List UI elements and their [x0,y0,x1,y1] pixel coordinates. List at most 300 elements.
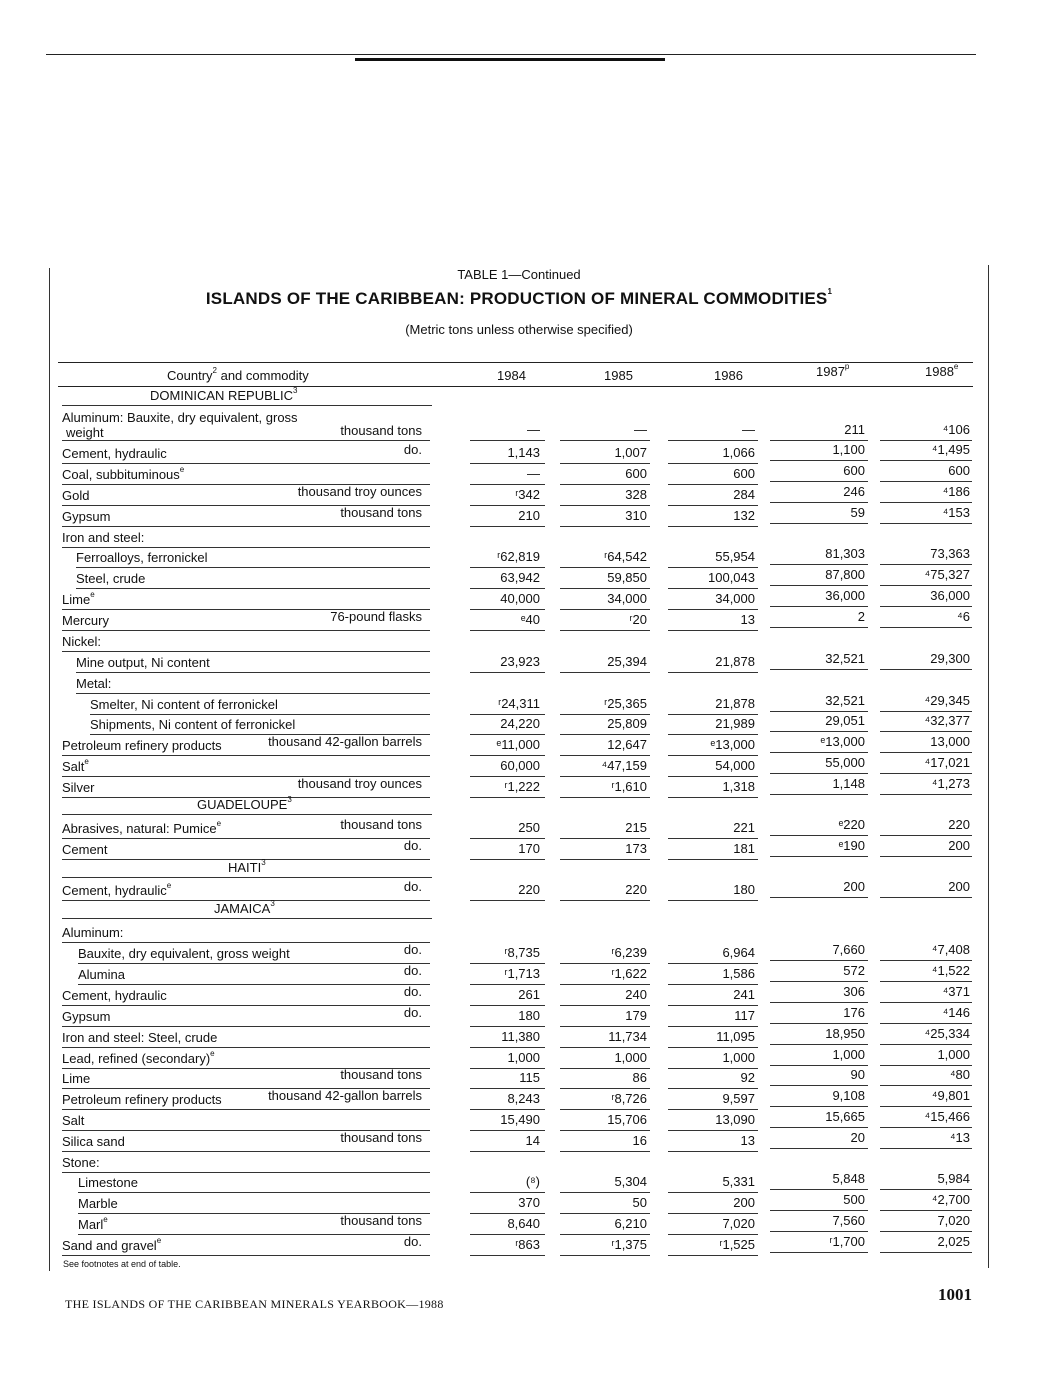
header-rule-top [58,362,973,363]
commodity-text: Cement, hydraulic [62,883,167,898]
commodity-text-continued: weight [66,425,104,440]
value-cell: ʳ1,713 [504,966,540,981]
unit-label: do. [403,879,422,894]
column-header-country-text: Country [167,368,213,383]
value-cell: 55,000 [825,755,865,770]
unit-label: do. [403,442,422,457]
value-cell: 40,000 [500,591,540,606]
column-header-country [167,368,309,383]
value-cell: 13 [740,612,755,627]
value-cell: 21,878 [715,654,755,669]
value-cell: ᵉ11,000 [496,737,540,752]
row-rule [62,756,430,777]
country-rule [62,405,432,406]
commodity-label [62,1030,217,1045]
unit-label: thousand tons [340,423,422,438]
value-cell: ʳ1,525 [719,1237,755,1252]
commodity-text: Marble [78,1196,118,1211]
commodity-text: Petroleum refinery products [62,1092,222,1107]
value-cell: 261 [518,987,540,1002]
row-rule [78,1193,430,1214]
commodity-text: Coal, subbituminous [62,467,180,482]
commodity-label [78,967,125,982]
unit-label: thousand tons [340,817,422,832]
commodity-label [62,592,95,607]
commodity-label [62,759,89,774]
commodity-label [90,717,295,732]
value-cell: 87,800 [825,567,865,582]
value-cell: ⁴2,700 [931,1192,970,1207]
value-cell: ʳ25,365 [604,696,647,711]
commodity-text: Lime [62,1071,91,1086]
value-cell: 170 [518,841,540,856]
commodity-text: Shipments, Ni content of ferronickel [90,717,296,732]
value-cell: ⁴75,327 [924,567,970,582]
commodity-text: Steel, crude [76,571,146,586]
header-rule-bottom [58,386,973,387]
value-cell: 1,586 [722,966,755,981]
table-title-text: ISLANDS OF THE CARIBBEAN: PRODUCTION OF MINERAL COMMODITIES [205,289,828,308]
value-cell: 21,989 [715,716,755,731]
commodity-footnote: e [166,881,172,890]
value-cell: 5,331 [722,1174,755,1189]
value-cell: — [527,466,540,481]
value-cell: 59 [850,505,865,520]
value-cell: ʳ1,700 [829,1234,865,1249]
value-cell: 8,243 [507,1091,540,1106]
value-cell: 220 [518,882,540,897]
value-cell: 9,108 [832,1088,865,1103]
value-cell: 100,043 [708,570,755,585]
value-cell: 6,964 [722,945,755,960]
commodity-label [62,1009,110,1024]
table-row [0,610,1038,631]
value-cell: ʳ1,622 [611,966,647,981]
commodity-label [62,842,108,857]
commodity-text: Gypsum [62,1009,111,1024]
value-cell: 13,090 [715,1112,755,1127]
value-cell: ⁴15,466 [924,1109,970,1124]
value-cell: 1,318 [722,779,755,794]
unit-label: thousand tons [340,1130,422,1145]
commodity-text: Limestone [78,1175,138,1190]
row-rule [76,673,430,694]
value-cell: 11,380 [501,1029,540,1044]
value-cell: 1,100 [832,442,865,457]
country-name: JAMAICA [214,901,271,916]
commodity-text: Cement [62,842,108,857]
page-number: 1001 [938,1285,972,1304]
unit-label: do. [403,1005,422,1020]
value-cell: 211 [844,422,865,437]
value-cell: ⁴80 [949,1067,970,1082]
commodity-footnote: e [216,819,222,828]
commodity-label [78,1196,118,1211]
country-name: HAITI [228,860,262,875]
value-cell: 181 [733,841,755,856]
value-cell: ʳ20 [629,612,647,627]
column-header-year-label: 1987 [816,364,845,379]
value-cell: 1,000 [832,1047,865,1062]
value-cell: 1,007 [614,445,647,460]
value-cell: 7,020 [722,1216,755,1231]
commodity-footnote: e [210,1049,215,1058]
value-cell: 240 [625,987,647,1002]
value-cell: 246 [843,484,865,499]
value-cell: 23,923 [500,654,540,669]
value-cell: 32,521 [825,651,865,666]
unit-label: thousand tons [340,1067,422,1082]
value-cell: 179 [625,1008,647,1023]
value-cell: ⁴9,801 [931,1088,970,1103]
value-cell: 220 [625,882,647,897]
commodity-label [62,988,167,1003]
value-cell: ⁴25,334 [924,1026,970,1041]
value-cell: 25,394 [607,654,647,669]
row-rule [62,1006,430,1027]
commodity-text: Marl [78,1217,104,1232]
table-label: TABLE 1—Continued [457,267,581,282]
value-cell: 34,000 [607,591,647,606]
commodity-text: Cement, hydraulic [62,988,167,1003]
value-cell: ᵉ220 [838,817,865,832]
value-cell: 500 [843,1192,865,1207]
commodity-label [62,925,123,940]
unit-label: do. [403,963,422,978]
value-cell: 5,304 [614,1174,647,1189]
country-name: DOMINICAN REPUBLIC [150,388,294,403]
country-rule [62,877,432,878]
value-cell: 63,942 [500,570,540,585]
commodity-footnote: e [179,465,185,474]
value-cell: 34,000 [715,591,755,606]
top-bar [355,58,665,61]
value-cell: 12,647 [607,737,647,752]
value-cell: 370 [518,1195,540,1210]
value-cell: 16 [632,1133,647,1148]
value-cell: 8,640 [507,1216,540,1231]
value-cell: ⁴32,377 [924,713,970,728]
value-cell: 25,809 [607,716,647,731]
value-cell: ⁴371 [942,984,970,999]
unit-label: thousand 42-gallon barrels [268,734,422,749]
unit-label: do. [403,1234,422,1249]
value-cell: ʳ6,239 [611,945,647,960]
value-cell: 13 [740,1133,755,1148]
commodity-label [78,1217,108,1232]
value-cell: ʳ62,819 [497,549,540,564]
value-cell: ʳ24,311 [498,696,540,711]
country-rule [62,814,432,815]
column-header-country-footnote: 2 [212,366,217,375]
commodity-text: Salt [62,759,85,774]
value-cell: 117 [734,1008,755,1023]
value-cell: 5,984 [937,1171,970,1186]
column-header-year [816,364,849,379]
value-cell: 36,000 [825,588,865,603]
value-cell: ⁴106 [942,422,970,437]
unit-label: thousand tons [340,505,422,520]
value-cell: ⁴29,345 [924,693,970,708]
commodity-text: Lead, refined (secondary) [62,1051,211,1066]
value-cell: ʳ1,610 [611,779,647,794]
value-cell: ⁴146 [942,1005,970,1020]
commodity-label [78,946,290,961]
commodity-text: Alumina [78,967,125,982]
value-cell: 132 [733,508,755,523]
country-footnote: 3 [270,899,275,908]
column-header-year [604,368,633,383]
value-cell: ʳ342 [515,487,540,502]
value-cell: 81,303 [825,546,865,561]
table-title-footnote: 1 [827,287,833,296]
country-heading [150,388,297,403]
value-cell: 215 [625,820,647,835]
value-cell: 200 [948,879,970,894]
table-row [0,880,1038,901]
value-cell: 310 [625,508,647,523]
commodity-text: Gold [62,488,90,503]
commodity-text: Petroleum refinery products [62,738,222,753]
row-rule [62,1152,430,1173]
row-rule [62,589,430,610]
value-cell: ⁴7,408 [931,942,970,957]
commodity-footnote: e [156,1236,162,1245]
value-cell: 11,095 [716,1029,755,1044]
value-cell: 15,706 [607,1112,647,1127]
value-cell: 9,597 [722,1091,755,1106]
table-row [0,839,1038,860]
column-header-year [497,368,526,383]
commodity-label [90,697,278,712]
value-cell: 306 [843,984,865,999]
value-cell: 600 [843,463,865,478]
value-cell: 200 [948,838,970,853]
column-header-year-label: 1984 [497,368,526,383]
commodity-label [62,738,222,753]
value-cell: 180 [733,882,755,897]
value-cell: — [634,422,647,437]
country-name: GUADELOUPE [197,797,288,812]
value-cell: 5,848 [832,1171,865,1186]
value-cell: 15,490 [500,1112,540,1127]
country-footnote: 3 [261,858,266,867]
value-cell: 600 [625,466,647,481]
commodity-text: Metal: [76,676,112,691]
value-cell: 90 [850,1067,865,1082]
commodity-footnote: e [84,757,89,766]
footnote: See footnotes at end of table. [63,1259,181,1269]
value-cell: 36,000 [930,588,970,603]
commodity-label [62,488,89,503]
value-cell: ⁴17,021 [924,755,970,770]
table-row [0,1131,1038,1152]
value-cell: 600 [948,463,970,478]
value-cell: 284 [733,487,755,502]
table-row [0,1235,1038,1256]
unit-label: thousand troy ounces [297,484,422,499]
top-rule [46,54,976,55]
commodity-text: Aluminum: [62,925,124,940]
value-cell: 328 [625,487,647,502]
commodity-label [62,1092,222,1107]
value-cell: — [742,422,755,437]
column-header-year-footnote: e [953,362,959,371]
value-cell: ʳ64,542 [604,549,647,564]
column-header-year-label: 1985 [604,368,633,383]
unit-label: do. [403,942,422,957]
column-header-year [925,364,958,379]
commodity-footnote: e [103,1215,108,1224]
commodity-text: Aluminum: Bauxite, dry equivalent, gross [62,410,298,425]
row-rule [62,631,430,652]
value-cell: ʳ8,735 [504,945,540,960]
value-cell: 210 [518,508,540,523]
value-cell: 2 [857,609,865,624]
value-cell: 180 [518,1008,540,1023]
value-cell: 50 [632,1195,647,1210]
commodity-label [62,1155,100,1170]
unit-label: thousand 42-gallon barrels [268,1088,422,1103]
unit-label: do. [403,838,422,853]
commodity-text: Silver [62,780,95,795]
value-cell: 54,000 [715,758,755,773]
commodity-label [62,1238,161,1253]
value-cell: 15,665 [825,1109,865,1124]
commodity-text: Salt [62,1113,85,1128]
commodity-label [62,780,95,795]
value-cell: 11,734 [608,1029,647,1044]
value-cell: 55,954 [715,549,755,564]
value-cell: ⁴13 [949,1130,970,1145]
value-cell: 6,210 [614,1216,647,1231]
value-cell: 1,000 [507,1050,540,1065]
value-cell: ⁴1,522 [931,963,970,978]
country-footnote: 3 [287,795,292,804]
commodity-label [76,550,208,565]
commodity-label [76,571,145,586]
commodity-label [76,676,111,691]
commodity-label [62,634,101,649]
value-cell: ⁴186 [942,484,970,499]
value-cell: 18,950 [825,1026,865,1041]
value-cell: ⁴1,273 [931,776,970,791]
commodity-label [62,1071,90,1086]
value-cell: 29,051 [825,713,865,728]
value-cell: 73,363 [930,546,970,561]
commodity-text: Bauxite, dry equivalent, gross weight [78,946,290,961]
value-cell: 92 [740,1070,755,1085]
column-header-year [714,368,743,383]
value-cell: ʳ863 [515,1237,540,1252]
value-cell: 60,000 [500,758,540,773]
value-cell: 2,025 [937,1234,970,1249]
commodity-label [62,613,109,628]
value-cell: ⁴1,495 [931,442,970,457]
value-cell: ⁴6 [957,609,970,624]
value-cell: 86 [632,1070,647,1085]
value-cell: 600 [733,466,755,481]
value-cell: 1,000 [937,1047,970,1062]
commodity-label [62,530,144,545]
commodity-text: Nickel: [62,634,102,649]
table-row [0,410,1038,440]
country-heading [228,860,266,875]
row-rule [78,964,430,985]
country-footnote: 3 [293,386,298,395]
commodity-label [62,821,221,836]
value-cell: 115 [519,1070,540,1085]
country-rule [62,918,432,919]
value-cell: 241 [733,987,755,1002]
column-header-year-footnote: p [844,362,850,371]
value-cell: 220 [948,817,970,832]
commodity-text: Iron and steel: Steel, crude [62,1030,218,1045]
value-cell: ᵉ40 [520,612,540,627]
commodity-label [62,467,184,482]
commodity-label [62,1134,125,1149]
commodity-text: Ferroalloys, ferronickel [76,550,208,565]
country-heading [197,797,292,812]
value-cell: 24,220 [500,716,540,731]
value-cell: 1,000 [614,1050,647,1065]
value-cell: ᵉ13,000 [710,737,755,752]
value-cell: 1,000 [722,1050,755,1065]
commodity-text: Gypsum [62,509,111,524]
commodity-label [76,655,210,670]
row-rule [62,1110,430,1131]
value-cell: ⁴47,159 [601,758,647,773]
commodity-text: Lime [62,592,91,607]
value-cell: 173 [625,841,647,856]
value-cell: 572 [843,963,865,978]
value-cell: ᵉ13,000 [820,734,865,749]
value-cell: 200 [733,1195,755,1210]
commodity-text: Silica sand [62,1134,125,1149]
value-cell: 250 [518,820,540,835]
column-header-year-label: 1988 [925,364,954,379]
value-cell: — [527,422,540,437]
value-cell: 21,878 [715,696,755,711]
unit-label: do. [403,984,422,999]
value-cell: ʳ8,726 [611,1091,647,1106]
value-cell: 29,300 [930,651,970,666]
country-heading [214,901,275,916]
value-cell: 1,148 [832,776,865,791]
column-header-year-label: 1986 [714,368,743,383]
commodity-footnote: e [90,590,95,599]
commodity-text: Abrasives, natural: Pumice [62,821,217,836]
unit-label: thousand tons [340,1213,422,1228]
commodity-text: Iron and steel: [62,530,145,545]
table-subtitle: (Metric tons unless otherwise specified) [405,322,633,337]
column-header-country-suffix: and commodity [216,368,309,383]
value-cell: 7,020 [937,1213,970,1228]
commodity-text: Sand and gravel [62,1238,157,1253]
commodity-text: Smelter, Ni content of ferronickel [90,697,278,712]
commodity-text: Mercury [62,613,109,628]
table-title [0,289,1038,309]
commodity-text: Stone: [62,1155,100,1170]
value-cell: ʳ1,222 [504,779,540,794]
value-cell: ⁴153 [942,505,970,520]
value-cell: (⁸) [525,1174,540,1189]
value-cell: ʳ1,375 [611,1237,647,1252]
value-cell: ᵉ190 [838,838,865,853]
value-cell: 200 [843,879,865,894]
value-cell: 59,850 [607,570,647,585]
commodity-text: Cement, hydraulic [62,446,167,461]
